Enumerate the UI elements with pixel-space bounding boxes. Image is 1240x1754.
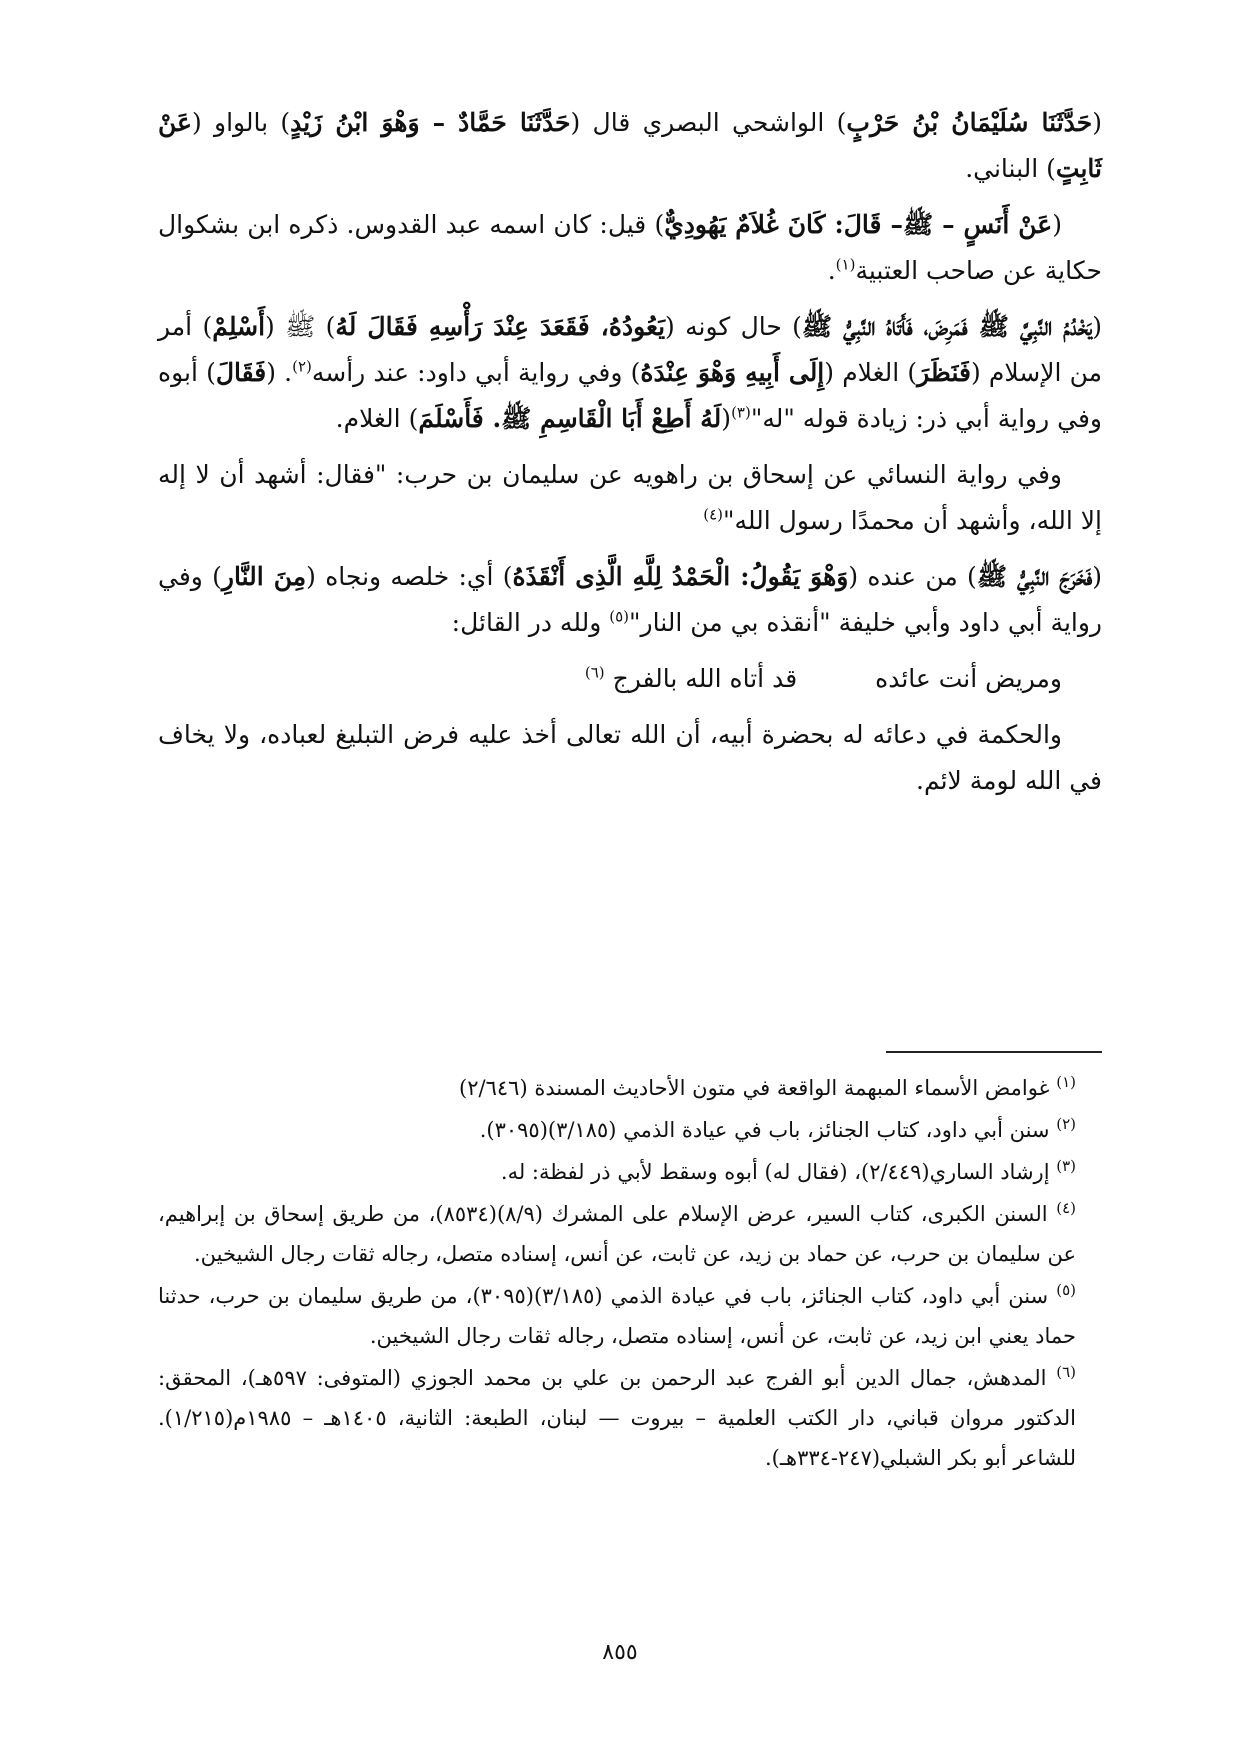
footnote-text: غوامض الأسماء المبهمة الواقعة في متون الأحاديث المسندة (٢/٦٤٦) (459, 1076, 1050, 1100)
paragraph-1 (158, 100, 1102, 192)
commentary-text: ولله در القائل: (451, 608, 610, 637)
footnote-text: سنن أبي داود، كتاب الجنائز، باب في عيادة الذمي (٣/١٨٥)(٣٠٩٥)، من طريق سليمان بن حرب، حدثنا حماد يعني ابن زيد، عن ثابت، عن أنس، إسناده متصل، رجاله ثقات رجال الشيخين. (158, 1284, 1076, 1348)
poem-hemistich-1: ومريض أنت عائده (875, 664, 1062, 693)
footnote-ref: (٢) (292, 357, 312, 376)
footnote-ref: (١) (835, 255, 856, 274)
footnote-text: المدهش، جمال الدين أبو الفرج عبد الرحمن بن علي بن محمد الجوزي (المتوفى: ٥٩٧هـ)، المحقق: الدكتور مروان قباني، دار الكتب العلمية – بيروت — لبنان، الطبعة: الثانية، ١٤٠٥هـ – ١٩٨٥م(١/٢١٥). للشاعر أبو بكر الشبلي(٢٤٧-٣٣٤هـ). (158, 1366, 1076, 1470)
commentary-text: ( (1092, 562, 1102, 591)
footnote-number: (٥) (1056, 1281, 1077, 1299)
footnote-number: (١) (1056, 1073, 1076, 1091)
commentary-text: ) الواشحي البصري قال ( (570, 108, 847, 137)
commentary-text: ) وفي رواية أبي داود: عند رأسه (311, 358, 641, 387)
footnote-1 (158, 1068, 1102, 1108)
footnote-text: إرشاد الساري(٢/٤٤٩)، (فقال له) أبوه وسقط لأبي ذر لفظة: له. (500, 1160, 1050, 1184)
footnote-number: (٤) (1056, 1199, 1076, 1217)
commentary-text: ) حال كونه ( (665, 312, 802, 341)
hadith-text: عَنْ ثَابِتٍ (158, 108, 1102, 183)
commentary-text: ( (721, 404, 732, 433)
footnote-5 (158, 1276, 1102, 1356)
paragraph-4 (158, 452, 1102, 544)
footnote-text: السنن الكبرى، كتاب السير، عرض الإسلام على المشرك (٨/٩)(٨٥٣٤)، من طريق إسحاق بن إبراهيم، عن سليمان بن حرب، عن حماد بن زيد، عن ثابت، عن أنس، إسناده متصل، رجاله ثقات رجال الشيخين. (158, 1202, 1076, 1266)
paragraph-2 (158, 202, 1102, 294)
hadith-text: فَقَالَ (215, 358, 267, 387)
commentary-text: ) الغلام. (335, 404, 419, 433)
hadith-text: وَهْوَ يَقُولُ: الْحَمْدُ لِلَّهِ الَّذِى أَنْقَذَهُ (512, 562, 849, 591)
poem-line (158, 656, 1102, 702)
commentary-text: ) بالواو ( (191, 108, 291, 137)
commentary-text: ) وفي رواية أبي داود وأبي خليفة "أنقذه بي من النار" (158, 562, 1102, 637)
commentary-text: ( (1092, 312, 1102, 341)
commentary-text: ) قيل: كان اسمه عبد القدوس. ذكره ابن بشكوال حكاية عن صاحب العتبية (158, 210, 1102, 285)
footnote-ref: (٤) (703, 505, 723, 524)
footnote-ref: (٣) (731, 403, 751, 422)
hadith-text: يَعُودُهُ، فَقَعَدَ عِنْدَ رَأْسِهِ فَقَالَ لَهُ (335, 312, 666, 341)
footnote-number: (٢) (1056, 1115, 1076, 1133)
hadith-text: حَدَّثَنَا سُلَيْمَانُ بْنُ حَرْبٍ (846, 108, 1093, 137)
hadith-text: إِلَى أَبِيهِ وَهْوَ عِنْدَهُ (640, 358, 825, 387)
footnote-separator (886, 1051, 1102, 1053)
main-text (158, 100, 1102, 814)
paragraph-5 (158, 554, 1102, 646)
hadith-text: فَنَظَرَ (917, 358, 971, 387)
commentary-text: ) من عنده ( (848, 562, 977, 591)
page-number: ٨٥٥ (602, 1640, 638, 1665)
footnotes (158, 1068, 1102, 1480)
hadith-text: فَخَرَجَ النَّبِيُّ ﷺ (976, 562, 1093, 591)
commentary-text: ) البناني. (965, 154, 1056, 183)
commentary-text: ) أي: خلصه ونجاه ( (306, 562, 513, 591)
paragraph-6 (158, 712, 1102, 804)
footnote-ref: (٥) (609, 607, 630, 626)
hadith-text: عَنْ أَنَسٍ – ﷺ– قَالَ: كَانَ غُلاَمٌ يَهُودِيٌّ (664, 210, 1053, 239)
commentary-text: ) الغلام ( (824, 358, 918, 387)
footnote-number: (٦) (1056, 1363, 1076, 1381)
commentary-text: ) أمر من الإسلام ( (158, 312, 1102, 387)
commentary-text: ) ﷺ ( (265, 312, 336, 341)
poem-footnote-ref: (٦) (584, 663, 605, 682)
footnote-2 (158, 1110, 1102, 1150)
hadith-text: يَخْدُمُ النَّبِيَّ ﷺ فَمَرِضَ، فَأَتَاهُ النَّبِيُّ ﷺ (801, 312, 1093, 341)
hadith-text: أَسْلِمْ (212, 312, 266, 341)
footnote-4 (158, 1194, 1102, 1274)
poem-hemistich-2: قد أتاه الله بالفرج (612, 664, 798, 693)
commentary-text: ( (1092, 108, 1102, 137)
commentary-text: . (827, 256, 836, 285)
footnote-3 (158, 1152, 1102, 1192)
commentary-text: . ( (266, 358, 293, 387)
hadith-text: لَهُ أَطِعْ أَبَا الْقَاسِمِ ﷺ. فَأَسْلَمَ (418, 404, 722, 433)
footnote-number: (٣) (1056, 1157, 1076, 1175)
footnote-text: سنن أبي داود، كتاب الجنائز، باب في عيادة الذمي (٣/١٨٥)(٣٠٩٥). (479, 1118, 1050, 1142)
commentary-text: ) أبوه وفي رواية أبي ذر: زيادة قوله "له" (158, 358, 1102, 433)
commentary-text: ( (1052, 210, 1062, 239)
commentary-text: وفي رواية النسائي عن إسحاق بن راهويه عن سليمان بن حرب: "فقال: أشهد أن لا إله إلا الله، وأشهد أن محمدًا رسول الله" (158, 460, 1102, 535)
hadith-text: حَدَّثَنَا حَمَّادٌ – وَهْوَ ابْنُ زَيْدٍ (290, 108, 571, 137)
commentary-text: والحكمة في دعائه له بحضرة أبيه، أن الله تعالى أخذ عليه فرض التبليغ لعباده، ولا يخاف في الله لومة لائم. (158, 720, 1102, 795)
footnote-6 (158, 1358, 1102, 1478)
hadith-text: مِنَ النَّارِ (221, 562, 307, 591)
paragraph-3 (158, 304, 1102, 442)
